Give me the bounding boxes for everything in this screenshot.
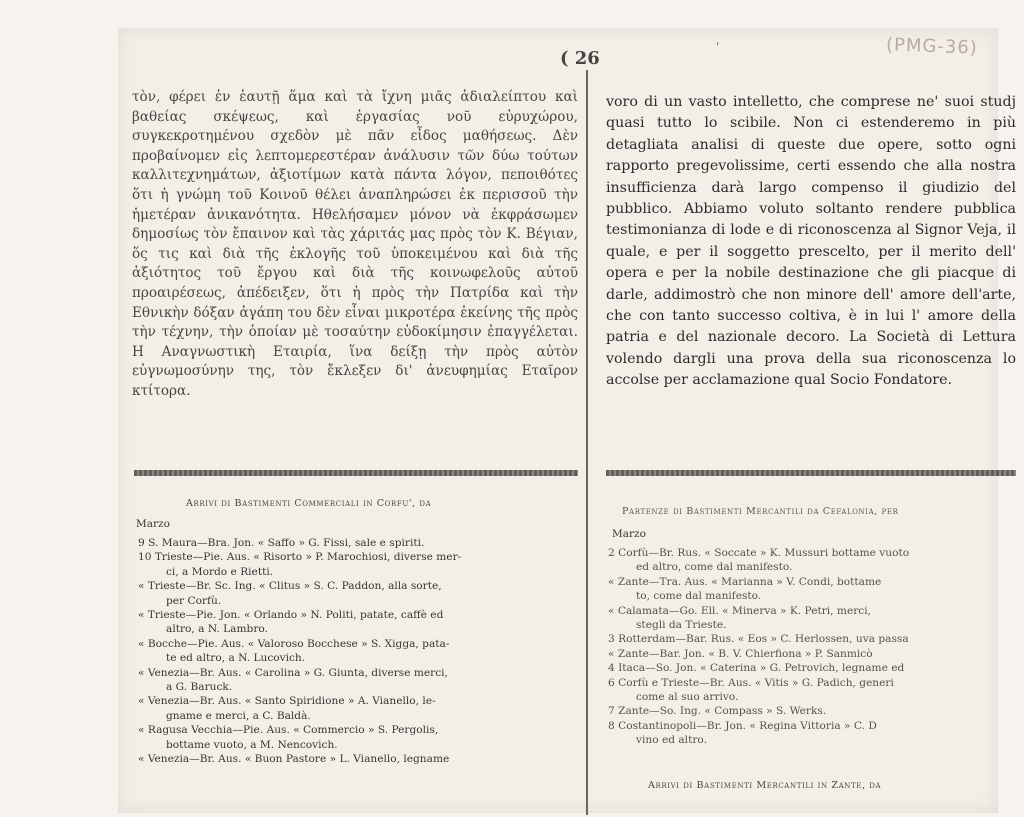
entry-continuation: altro, a N. Lambro.	[166, 623, 268, 636]
entry-continuation: stegli da Trieste.	[636, 619, 727, 632]
entry-continuation: a G. Baruck.	[166, 681, 233, 694]
entry-line: 7 Zante—So. Ing. « Compass » S. Werks.	[608, 705, 827, 718]
pencil-annotation: (PMG-36)	[885, 34, 979, 59]
arrivals-month: Marzo	[136, 518, 170, 530]
entry-line: 8 Costantinopoli—Br. Jon. « Regina Vittoria » C. D	[608, 719, 877, 732]
column-divider	[586, 70, 588, 815]
departures-month: Marzo	[612, 528, 646, 540]
entry-line: « Ragusa Vecchia—Pie. Aus. « Commercio » S. Pergolis,	[138, 724, 439, 737]
page-number: ( 26	[560, 48, 600, 69]
list-item	[608, 546, 1016, 575]
entry-line: « Trieste—Pie. Jon. « Orlando » N. Politi, patate, caffè ed	[138, 609, 444, 622]
right-section-rule	[606, 470, 1016, 476]
departures-list	[608, 546, 1016, 748]
list-item	[608, 575, 1016, 604]
entry-continuation: ci, a Mordo e Rietti.	[166, 565, 274, 578]
list-item	[608, 676, 1016, 705]
list-item	[608, 632, 1016, 646]
entry-line: « Venezia—Br. Aus. « Carolina » G. Giunta, diverse merci,	[138, 666, 448, 679]
entry-line: « Trieste—Br. Sc. Ing. « Clitus » S. C. Paddon, alla sorte,	[138, 580, 442, 593]
list-item	[138, 608, 568, 637]
list-item	[608, 647, 1016, 661]
list-item	[608, 719, 1016, 748]
list-item	[608, 661, 1016, 675]
list-item	[608, 604, 1016, 633]
entry-line: 9 S. Maura—Bra. Jon. « Saffo » G. Fissi, sale e spiriti.	[138, 537, 425, 549]
entry-line: 4 Itaca—So. Jon. « Caterina » G. Petrovich, legname ed	[608, 662, 905, 675]
left-section-rule	[134, 470, 578, 476]
list-item	[138, 694, 568, 723]
tick-mark: '	[716, 40, 720, 54]
entry-line: « Venezia—Br. Aus. « Santo Spiridione » A. Vianello, le-	[138, 695, 436, 708]
departures-heading: Partenze di Bastimenti Mercantili da Cefalonia, per	[622, 506, 899, 517]
entry-continuation: ed altro, come dal manifesto.	[636, 561, 793, 574]
entry-continuation: per Corfù.	[166, 594, 222, 607]
entry-line: 6 Corfù e Trieste—Br. Aus. « Vitis » G. Padich, generi	[608, 676, 894, 689]
entry-continuation: gname e merci, a C. Baldà.	[166, 709, 311, 722]
entry-line: « Zante—Bar. Jon. « B. V. Chierfiona » P. Sanmicò	[608, 647, 873, 660]
list-item	[138, 637, 568, 666]
entry-line: « Bocche—Pie. Aus. « Valoroso Bocchese » S. Xigga, pata-	[138, 637, 450, 650]
list-item	[138, 536, 568, 550]
entry-continuation: vino ed altro.	[636, 734, 707, 747]
entry-line: « Calamata—Go. Ell. « Minerva » K. Petri, merci,	[608, 604, 871, 617]
entry-line: « Zante—Tra. Aus. « Marianna » V. Condi, bottame	[608, 575, 882, 588]
list-item	[138, 666, 568, 695]
arrivals-heading: Arrivi di Bastimenti Commerciali in Corfu', da	[186, 498, 432, 509]
list-item	[138, 723, 568, 752]
entry-continuation: bottame vuoto, a M. Nencovich.	[166, 738, 338, 751]
list-item	[608, 704, 1016, 718]
italian-article-column: voro di un vasto intelletto, che comprese ne' suoi studj quasi tutto lo scibile. Non ci estenderemo in più detagliata analisi di queste due opere, sotto ogni rapporto pregevolissime, certi essendo che alla nostra insufficienza darà largo compenso il giudizio del pubblico. Abbiamo voluto soltanto rendere pubblica testimonianza di lode e di riconoscenza al Signor Veja, il quale, e per il soggetto prescelto, per il merito dell' opera e per la nobile destinazione che gli piacque di darle, addimostrò che non minore dell' amore dell'arte, che con tanto successo coltiva, è in lui l' amore della patria e del nazionale decoro. La Società di Lettura volendo dargli una prova della sua riconoscenza lo accolse per acclamazione qual Socio Fondatore.	[606, 94, 1016, 389]
list-item	[138, 752, 568, 766]
entry-line: 3 Rotterdam—Bar. Rus. « Eos » C. Herlossen, uva passa	[608, 633, 909, 646]
greek-article-column: τὸν, φέρει ἐν ἑαυτῇ ἅμα καὶ τὰ ἴχνη μιᾶς ἀδιαλείπτου καὶ βαθείας σκέψεως, καὶ ἐργασίας νοῦ εὐρυχώρου, συγκεκροτημένου σχεδὸν μὲ πᾶν εἶδος μαθήσεως. Δὲν προβαίνομεν εἰς λεπτομερεστέραν ἀνάλυσιν τῶν δύω τούτων καλλιτεχνημάτων, ἀξιοτίμων κατὰ πάντα λόγον, πεποιθότες ὅτι ἡ γνώμη τοῦ Κοινοῦ θέλει ἀναπληρώσει ἐκ περισσοῦ τὴν ἡμετέραν ἀνικανότητα. Ηθελήσαμεν μόνον νὰ ἐκφράσωμεν δημοσίως τὸν ἔπαινον καὶ τὰς χάριτάς μας πρὸς τὸν Κ. Βέγιαν, ὅς τις καὶ διὰ τῆς ἐκλογῆς τοῦ ὑποκειμένου καὶ διὰ τῆς ἀξιότητος τοῦ ἔργου καὶ διὰ τῆς κοινωφελοῦς αὐτοῦ προαιρέσεως, ἀπέδειξεν, ὅτι ἡ πρὸς τὴν Πατρίδα καὶ τὴν Εθνικὴν δόξαν ἀγάπη του δὲν εἶναι μικροτέρα ἐκείνης τῆς πρὸς τὴν τέχνην, τὴν ὁποίαν μὲ τοσαύτην εὐδοκίμησιν ἐπαγγέλεται. Η Αναγνωστικὴ Εταιρία, ἵνα δείξῃ τὴν πρὸς αὐτὸν εὐγνωμοσύνην της, τὸν ἔκλεξεν δι' ἀνευφημίας Εταῖρον κτίτορα.	[132, 89, 578, 399]
zante-arrivals-heading: Arrivi di Bastimenti Mercantili in Zante, da	[648, 780, 882, 791]
entry-line: « Venezia—Br. Aus. « Buon Pastore » L. Vianello, legname	[138, 753, 450, 766]
entry-line: 2 Corfù—Br. Rus. « Soccate » K. Mussuri bottame vuoto	[608, 547, 910, 559]
list-item	[138, 550, 568, 579]
entry-line: 10 Trieste—Pie. Aus. « Risorto » P. Marochiosi, diverse mer-	[138, 551, 462, 564]
entry-continuation: to, come dal manifesto.	[636, 590, 762, 603]
arrivals-list	[138, 536, 568, 767]
entry-continuation: come al suo arrivo.	[636, 691, 739, 704]
entry-continuation: te ed altro, a N. Lucovich.	[166, 652, 306, 665]
list-item	[138, 579, 568, 608]
